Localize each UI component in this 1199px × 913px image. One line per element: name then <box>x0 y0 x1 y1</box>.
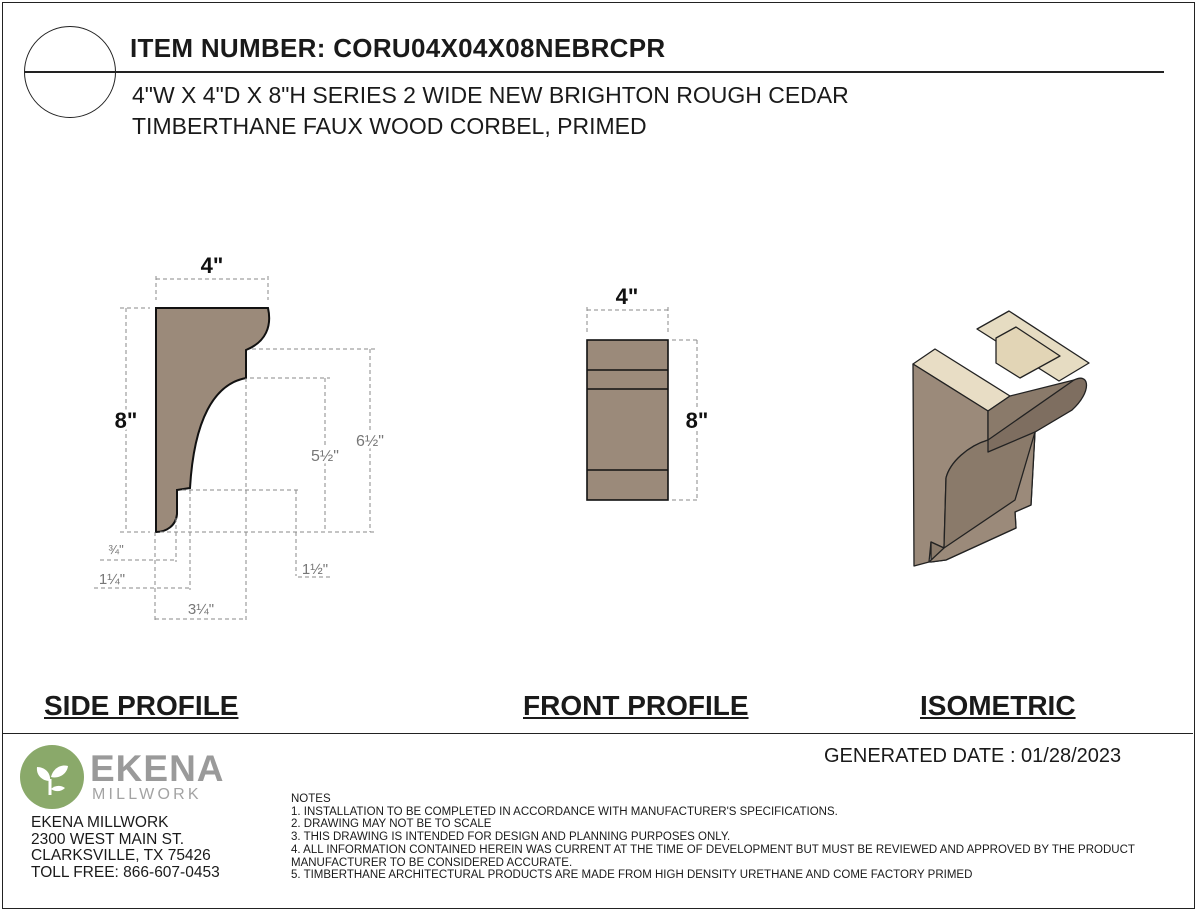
side-profile-label: SIDE PROFILE <box>44 690 239 721</box>
dim-6-5: 6½" <box>356 433 384 450</box>
side-profile-shape <box>156 308 269 532</box>
side-width-dimension: 4" <box>200 253 224 278</box>
front-profile-label: FRONT PROFILE <box>523 690 749 721</box>
isometric-label: ISOMETRIC <box>920 690 1076 721</box>
note-item: 4. ALL INFORMATION CONTAINED HEREIN WAS CURRENT AT THE TIME OF DEVELOPMENT BUT MUST BE REVIEWED AND APPROVED BY THE PRODUCT MANUFACTURER TO BE CONSIDERED ACCURATE. <box>291 843 1135 869</box>
description-line-2: TIMBERTHANE FAUX WOOD CORBEL, PRIMED <box>132 113 647 139</box>
footer-divider <box>3 733 1193 734</box>
dim-3-25: 3¼" <box>187 601 215 618</box>
isometric-view <box>913 311 1089 566</box>
company-address <box>31 815 220 881</box>
notes-title: NOTES <box>291 793 331 805</box>
description-line-1: 4"W X 4"D X 8"H SERIES 2 WIDE NEW BRIGHTON ROUGH CEDAR <box>132 82 849 108</box>
note-item: 3. THIS DRAWING IS INTENDED FOR DESIGN AND PLANNING PURPOSES ONLY. <box>291 831 731 844</box>
side-height-dimension: 8" <box>114 408 138 433</box>
address-line: 2300 WEST MAIN ST. <box>31 830 185 848</box>
front-width-dimension: 4" <box>615 284 639 309</box>
dim-0-75: ¾" <box>108 542 124 557</box>
front-profile-shape <box>587 340 668 500</box>
note-item: 1. INSTALLATION TO BE COMPLETED IN ACCORDANCE WITH MANUFACTURER'S SPECIFICATIONS. <box>291 805 838 818</box>
address-line: TOLL FREE: 866-607-0453 <box>31 863 220 881</box>
dim-1-25: 1¼" <box>98 571 126 588</box>
side-profile <box>94 253 384 622</box>
note-item: 5. TIMBERTHANE ARCHITECTURAL PRODUCTS ARE MADE FROM HIGH DENSITY URETHANE AND COME FACTORY PRIMED <box>291 869 973 882</box>
address-line: EKENA MILLWORK <box>31 814 169 831</box>
front-profile <box>587 284 708 500</box>
company-logo-sub: MILLWORK <box>92 786 202 803</box>
note-item: 2. DRAWING MAY NOT BE TO SCALE <box>291 818 492 831</box>
dim-5-5: 5½" <box>311 448 339 465</box>
generated-date: GENERATED DATE : 01/28/2023 <box>824 745 1122 767</box>
dim-1-5: 1½" <box>301 561 329 578</box>
company-logo-name: EKENA <box>90 748 225 789</box>
leaf-logo-icon <box>20 745 84 809</box>
item-number: ITEM NUMBER: CORU04X04X08NEBRCPR <box>130 33 666 63</box>
front-height-dimension: 8" <box>685 408 709 433</box>
notes-block <box>291 793 1181 882</box>
address-line: CLARKSVILLE, TX 75426 <box>31 847 211 864</box>
